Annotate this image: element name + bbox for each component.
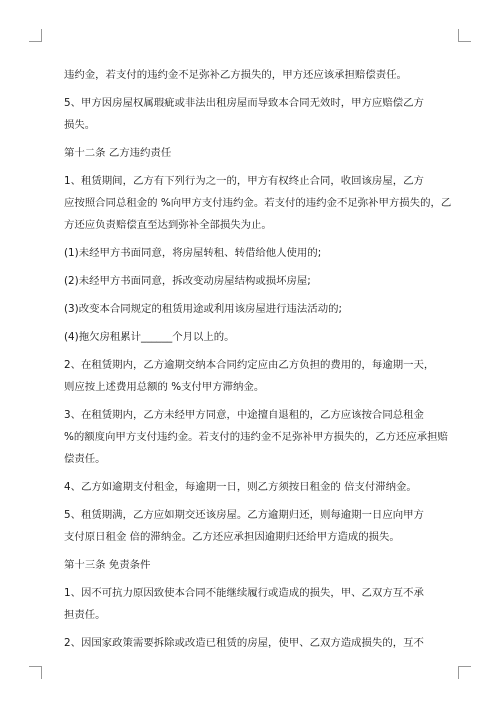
paragraph-line: 2、在租赁期内，乙方逾期交纳本合同约定应由乙方负担的费用的，每逾期一天，	[64, 359, 435, 371]
crop-mark-bottom-right	[458, 666, 471, 679]
paragraph-line: 担责任。	[64, 609, 106, 621]
paragraph-line: %的额度向甲方支付违约金。若支付的违约金不足弥补甲方损失的，乙方还应承担赔	[64, 431, 448, 443]
crop-mark-bottom-left	[29, 666, 42, 679]
paragraph-line: 方还应负责赔偿直至达到弥补全部损失为止。	[64, 219, 272, 231]
paragraph-line: 偿责任。	[64, 453, 106, 465]
paragraph-line: 1、因不可抗力原因致使本合同不能继续履行或造成的损失，甲、乙双方互不承	[64, 587, 424, 599]
paragraph-line: 4、乙方如逾期支付租金，每逾期一日，则乙方须按日租金的 倍支付滞纳金。	[64, 481, 417, 493]
section-heading: 第十三条 免责条件	[64, 559, 151, 571]
paragraph-line: 2、因国家政策需要拆除或改造已租赁的房屋，使甲、乙双方造成损失的，互不	[64, 637, 424, 649]
paragraph-line: 3、在租赁期内，乙方未经甲方同意，中途擅自退租的，乙方应该按合同总租金	[64, 409, 424, 421]
paragraph-line: 支付原日租金 倍的滞纳金。乙方还应承担因逾期归还给甲方造成的损失。	[64, 531, 400, 543]
paragraph-line: 应按照合同总租金的 %向甲方支付违约金。若支付的违约金不足弥补甲方损失的，乙	[64, 197, 452, 209]
list-item: (2)未经甲方书面同意，拆改变动房屋结构或损坏房屋;	[64, 275, 311, 287]
paragraph-line: 违约金，若支付的违约金不足弥补乙方损失的，甲方还应该承担赔偿责任。	[64, 69, 407, 81]
crop-mark-top-right	[458, 29, 471, 42]
paragraph-line: 1、租赁期间，乙方有下列行为之一的，甲方有权终止合同，收回该房屋，乙方	[64, 175, 424, 187]
paragraph-line: 损失。	[64, 119, 96, 131]
list-item: (1)未经甲方书面同意，将房屋转租、转借给他人使用的;	[64, 247, 322, 259]
section-heading: 第十二条 乙方违约责任	[64, 147, 172, 159]
document-body	[64, 64, 452, 654]
paragraph-line: 5、租赁期满，乙方应如期交还该房屋。乙方逾期归还，则每逾期一日应向甲方	[64, 509, 424, 521]
list-item: (3)改变本合同规定的租赁用途或利用该房屋进行违法活动的;	[64, 303, 342, 315]
list-item: (4)拖欠房租累计______个月以上的。	[64, 331, 235, 343]
crop-mark-top-left	[29, 29, 42, 42]
paragraph-line: 5、甲方因房屋权属瑕疵或非法出租房屋而导致本合同无效时，甲方应赔偿乙方	[64, 97, 424, 109]
paragraph-line: 则应按上述费用总额的 %支付甲方滞纳金。	[64, 381, 265, 393]
